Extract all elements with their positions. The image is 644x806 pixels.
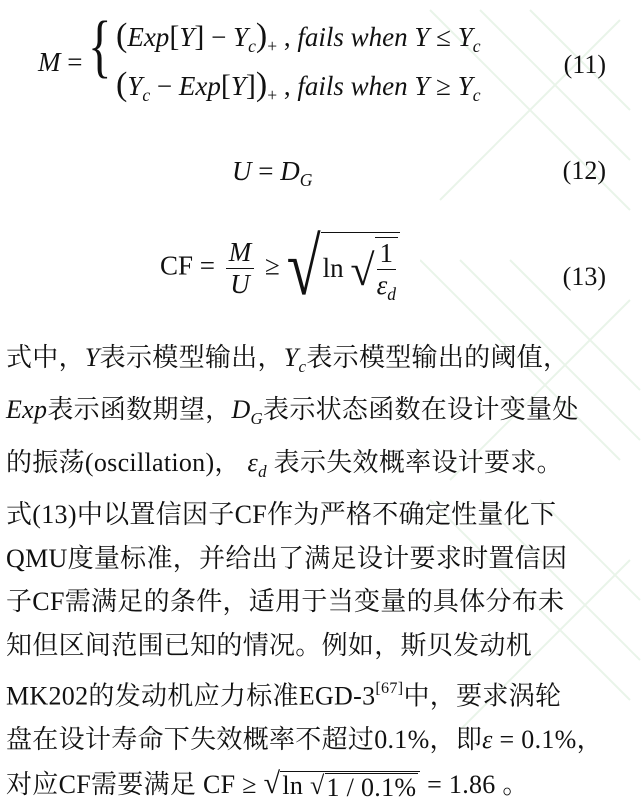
paragraph-line-2: Exp表示函数期望，$D_G$表示状态函数在设计变量处 (6, 388, 638, 440)
eq11-case-1: $(Exp[Y] - Y_c)_+$ , fails when $Y \le Y_c$ (116, 17, 481, 57)
eq13-inner-den: $\varepsilon_d$ (377, 270, 397, 304)
paragraph-line-3: 的振荡(oscillation)， $\varepsilon_d$ 表示失效概率设计要求。 (6, 441, 638, 493)
paragraph-line-7: 知但区间范围已知的情况。例如，斯贝发动机 (6, 624, 638, 668)
eq13-denominator: U (226, 269, 255, 300)
eq11-number: (11) (564, 50, 606, 80)
eq13-fraction (226, 237, 255, 300)
eq13-radical-outer: √ (287, 222, 321, 314)
paragraph-line-10: 对应CF需要满足 CF ≥ √ln √1 / 0.1% = 1.86 。 (6, 762, 638, 806)
body-paragraph (6, 336, 638, 806)
paragraph-line-1: 式中，Y表示模型输出，$Y_c$表示模型输出的阈值， (6, 336, 638, 388)
eq13-number: (13) (563, 262, 606, 292)
paragraph-line-9: 盘在设计寿命下失效概率不超过0.1%，即ε = 0.1%， (6, 718, 638, 762)
eq13-radical-inner: √ (350, 245, 374, 296)
paragraph-line-4: 式(13)中以置信因子CF作为严格不确定性量化下 (6, 493, 638, 537)
eq13-ln: ln (323, 253, 344, 283)
eq11-lhs: M = (38, 47, 82, 78)
eq11-case-2: $(Y_c - Exp[Y])_+$ , fails when $Y \ge Y_c$ (116, 66, 481, 106)
eq13-inner-num: 1 (377, 238, 397, 270)
paragraph-line-8: MK202的发动机应力标准EGD-3[67]中，要求涡轮 (6, 667, 638, 718)
paragraph-line-5: QMU度量标准，并给出了满足设计要求时置信因 (6, 537, 638, 581)
eq13-sqrt-outer (321, 232, 400, 304)
paragraph-line-6: 子CF需满足的条件，适用于当变量的具体分布未 (6, 580, 638, 624)
eq13-lhs: CF = (160, 250, 215, 280)
eq12-expr: $U = D_G$ (232, 156, 312, 191)
eq13-expr (160, 232, 400, 304)
eq11-brace: { (88, 12, 112, 82)
eq13-sqrt-inner (375, 237, 399, 304)
eq13-relation: ≥ (265, 250, 280, 280)
eq13-numerator: M (226, 237, 255, 269)
eq12-number: (12) (563, 156, 606, 186)
citation-67: [67] (375, 680, 403, 697)
eq13-inner-fraction (377, 238, 397, 304)
